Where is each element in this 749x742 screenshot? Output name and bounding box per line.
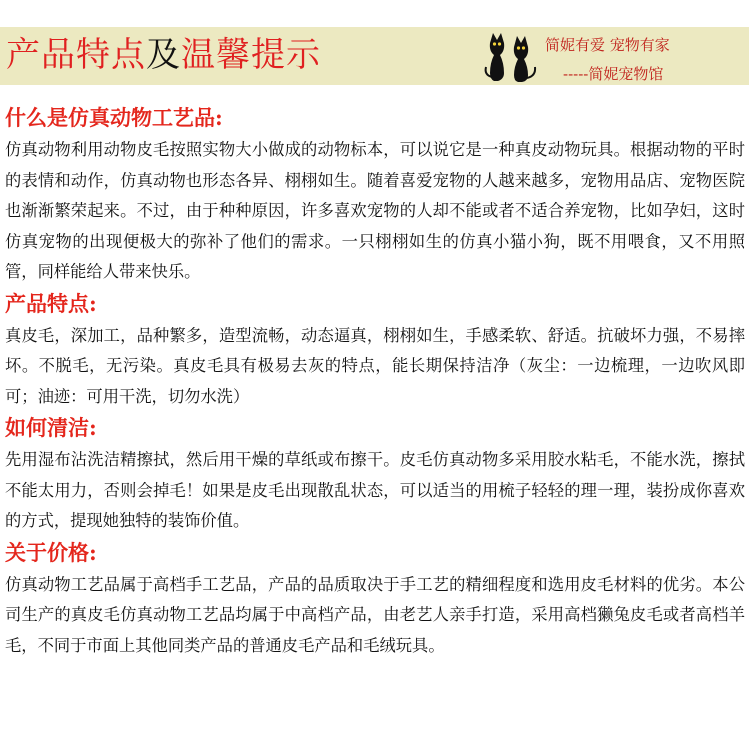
section-features xyxy=(5,290,745,413)
section-what-is xyxy=(5,104,745,288)
title-part-3: 温馨提示 xyxy=(181,35,321,75)
section-cleaning xyxy=(5,414,745,537)
section-body: 真皮毛，深加工，品种繁多，造型流畅，动态逼真，栩栩如生，手感柔软、舒适。抗破坏力强，不易摔坏。不脱毛，无污染。真皮毛具有极易去灰的特点，能长期保持洁净（灰尘：一边梳理，一边吹风即可；油迹：可用干洗，切勿水洗） xyxy=(5,325,745,406)
section-body: 仿真动物工艺品属于高档手工艺品，产品的品质取决于手工艺的精细程度和选用皮毛材料的优劣。本公司生产的真皮毛仿真动物工艺品均属于中高档产品，由老艺人亲手打造，采用高档獭兔皮毛或者高档羊毛，不同于市面上其他同类产品的普通皮毛产品和毛绒玩具。 xyxy=(5,574,745,655)
title-part-2: 及 xyxy=(146,35,181,75)
slogan-line-1: 简妮有爱 宠物有家 xyxy=(545,36,670,54)
black-cats-icon xyxy=(480,29,542,83)
title-part-1: 产品特点 xyxy=(6,35,146,75)
section-heading: 什么是仿真动物工艺品: xyxy=(5,105,223,130)
content xyxy=(5,104,745,663)
section-heading: 关于价格: xyxy=(5,539,97,565)
slogan-line-2: -----简妮宠物馆 xyxy=(563,65,664,83)
page-title xyxy=(6,34,321,76)
header-banner xyxy=(0,27,749,85)
section-heading: 产品特点: xyxy=(5,290,97,316)
section-body: 先用湿布沾洗洁精擦拭，然后用干燥的草纸或布擦干。皮毛仿真动物多采用胶水粘毛，不能水洗，擦拭不能太用力，否则会掉毛！如果是皮毛出现散乱状态，可以适当的用梳子轻轻的理一理，装扮成你喜欢的方式，提现她独特的装饰价值。 xyxy=(5,450,745,530)
section-body: 仿真动物利用动物皮毛按照实物大小做成的动物标本，可以说它是一种真皮动物玩具。根据动物的平时的表情和动作，仿真动物也形态各异、栩栩如生。随着喜爱宠物的人越来越多，宠物用品店、宠物医院也渐渐繁荣起来。不过，由于种种原因，许多喜欢宠物的人却不能或者不适合养宠物，比如孕妇，这时仿真宠物的出现便极大的弥补了他们的需求。一只栩栩如生的仿真小猫小狗，既不用喂食，又不用照管，同样能给人带来快乐。 xyxy=(5,140,745,281)
section-heading: 如何清洁: xyxy=(5,415,97,440)
section-price xyxy=(5,539,745,662)
